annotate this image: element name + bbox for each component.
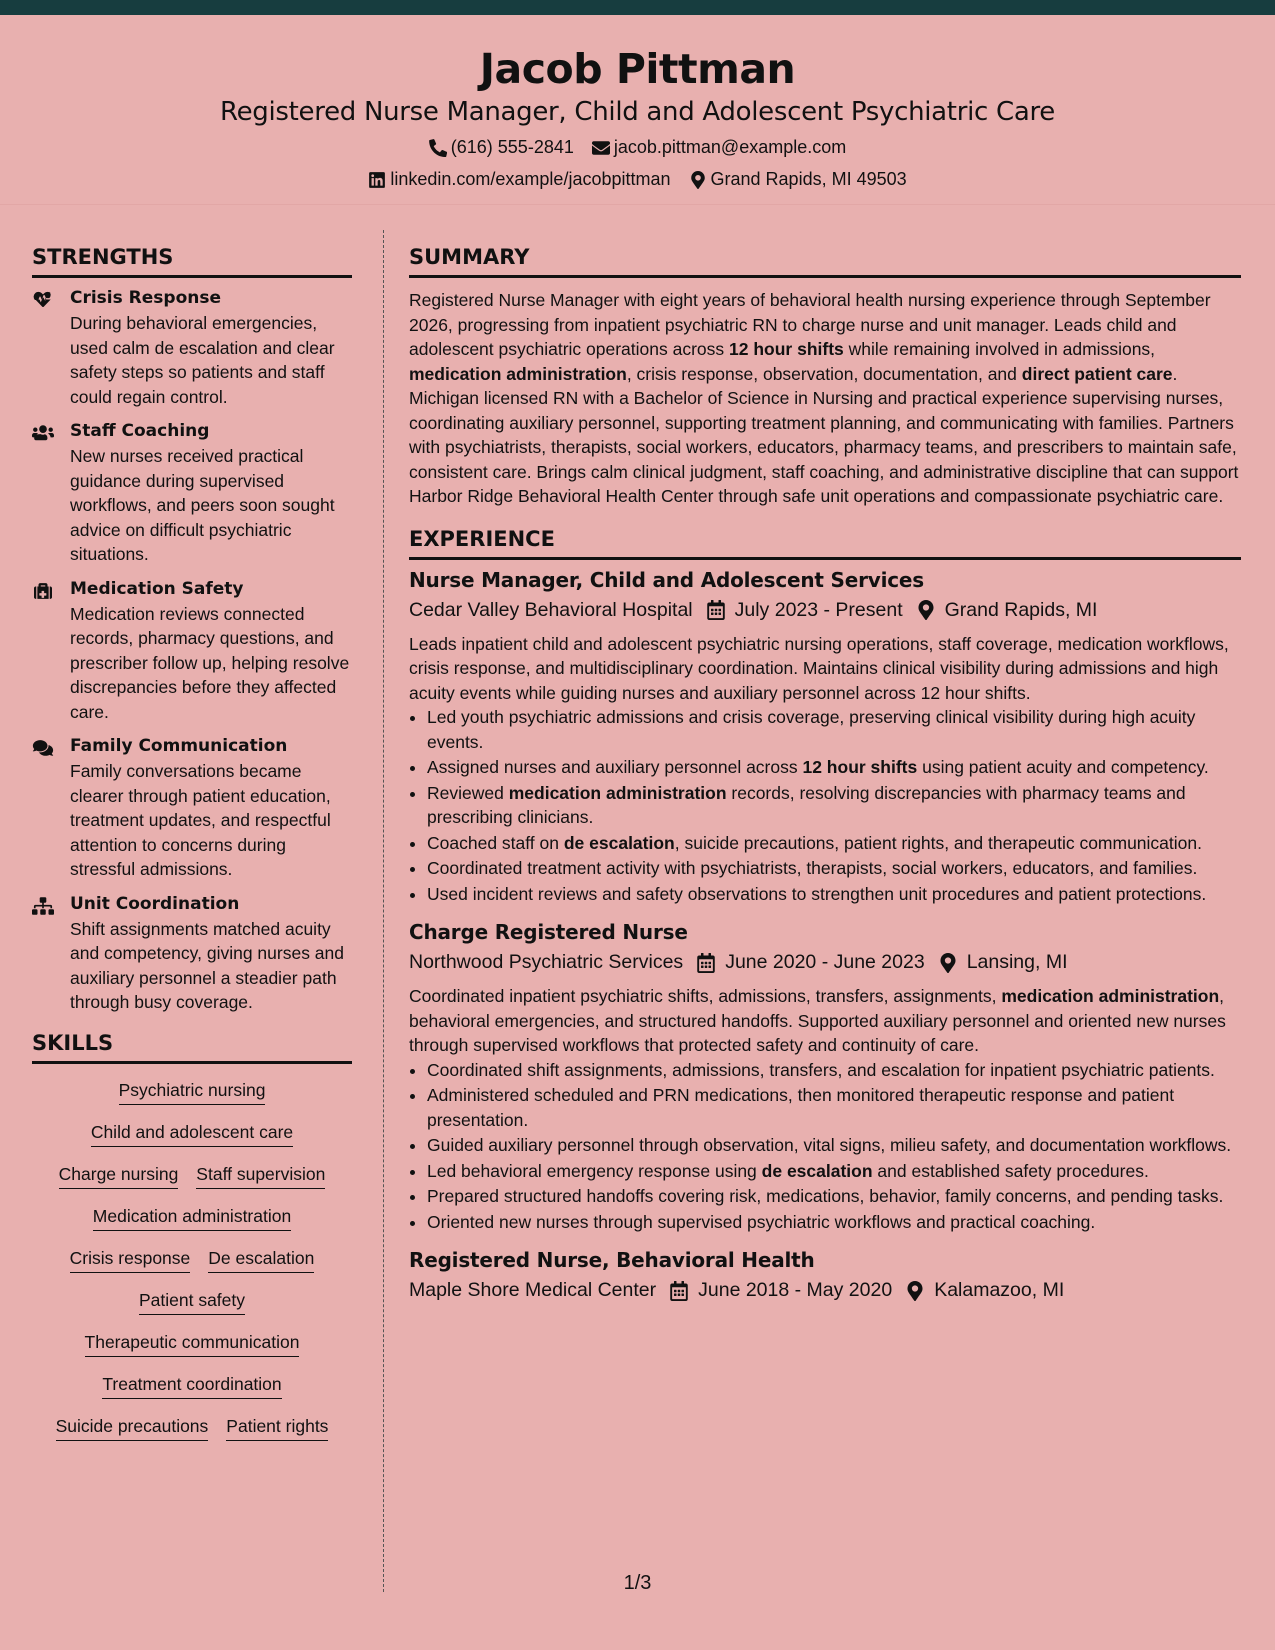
text-segment: Coached staff on <box>427 832 564 853</box>
bold-keyword: de escalation <box>761 1160 873 1181</box>
company-name: Cedar Valley Behavioral Hospital <box>409 598 693 621</box>
map-marker-icon <box>689 171 707 189</box>
job-entry <box>409 568 1241 907</box>
bullet-item <box>427 705 1241 754</box>
map-marker-icon <box>917 600 935 620</box>
page-number: 1/3 <box>623 1572 652 1594</box>
strength-description: Family conversations became clearer through patient education, treatment updates, and respectful attention to concerns during stressful admissions. <box>70 761 331 879</box>
calendar-icon <box>697 953 715 973</box>
candidate-headline: Registered Nurse Manager, Child and Adolescent Psychiatric Care <box>220 97 1055 127</box>
strength-item <box>32 894 352 1015</box>
skill-tag: Therapeutic communication <box>85 1332 300 1357</box>
skill-tag: Psychiatric nursing <box>119 1080 266 1105</box>
left-column <box>32 245 352 1458</box>
company-name: Northwood Psychiatric Services <box>409 951 684 973</box>
strengths-list <box>32 288 352 1015</box>
job-entry <box>409 1248 1241 1302</box>
medkit-icon <box>32 579 70 725</box>
text-segment: Leads inpatient child and adolescent psychiatric nursing operations, staff coverage, medication workflows, crisis response, and multidisciplinary coordination. Maintains clinical visibility during admissions and high acuity events while guiding nurses and auxiliary personnel across 12 hour shifts. <box>409 633 1229 703</box>
skill-tag: Patient rights <box>226 1416 328 1441</box>
text-segment: Coordinated treatment activity with psychiatrists, therapists, social workers, educators, and families. <box>427 858 1198 878</box>
job-description <box>409 632 1241 706</box>
skills-title: SKILLS <box>32 1031 352 1064</box>
linkedin-text: linkedin.com/example/jacobpittman <box>390 169 671 189</box>
skill-row <box>32 1164 352 1189</box>
skill-tag: Patient safety <box>139 1290 245 1315</box>
bold-keyword: direct patient care <box>1021 363 1173 384</box>
skill-row <box>32 1206 352 1231</box>
text-segment: Prepared structured handoffs covering risk, medications, behavior, family concerns, and pending tasks. <box>427 1186 1224 1206</box>
strength-title: Family Communication <box>70 736 288 756</box>
strength-title: Medication Safety <box>70 578 244 599</box>
strength-description: Shift assignments matched acuity and competency, giving nurses and auxiliary personnel a steadier path through busy coverage. <box>70 918 345 1012</box>
strength-body <box>70 421 352 567</box>
job-meta <box>409 599 1241 622</box>
candidate-name: Jacob Pittman <box>479 45 796 93</box>
bullet-item <box>427 1159 1241 1184</box>
text-segment: while remaining involved in admissions, <box>843 339 1156 359</box>
phone-text: (616) 555-2841 <box>450 137 574 157</box>
strength-item <box>32 736 352 882</box>
bullet-item <box>427 1133 1241 1158</box>
text-segment: , behavioral emergencies, and structured handoffs. Supported auxiliary personnel and oriented new nurses through supervised workflows that protected safety and continuity of care. <box>409 986 1226 1055</box>
job-dates: June 2020 - June 2023 <box>725 951 925 973</box>
users-icon <box>32 421 70 567</box>
skill-row <box>32 1374 352 1399</box>
company-name: Maple Shore Medical Center <box>409 1279 657 1301</box>
job-entry <box>409 920 1241 1234</box>
location-contact <box>689 169 907 190</box>
bullet-item <box>427 1058 1241 1083</box>
text-segment: Coordinated shift assignments, admissions, transfers, and escalation for inpatient psychiatric patients. <box>427 1059 1215 1080</box>
bullet-item <box>427 1083 1241 1132</box>
job-bullets <box>409 705 1241 906</box>
bullet-item <box>427 781 1241 830</box>
bold-keyword: de escalation <box>563 832 675 853</box>
envelope-icon <box>592 139 610 157</box>
text-segment: using patient acuity and competency. <box>917 757 1209 777</box>
strength-description: New nurses received practical guidance during supervised workflows, and peers soon sought advice on difficult psychiatric situations. <box>70 446 335 564</box>
job-description <box>409 984 1241 1058</box>
bullet-item <box>427 831 1241 856</box>
job-location: Lansing, MI <box>966 951 1068 973</box>
right-column <box>409 245 1241 1302</box>
experience-title: EXPERIENCE <box>409 527 1241 560</box>
strength-title: Unit Coordination <box>70 893 240 914</box>
calendar-icon <box>670 1281 688 1301</box>
summary-text <box>409 288 1241 509</box>
phone-contact <box>429 137 574 158</box>
bold-keyword: medication administration <box>1001 986 1220 1006</box>
bullet-item <box>427 882 1241 907</box>
job-location: Kalamazoo, MI <box>934 1279 1065 1301</box>
location-text: Grand Rapids, MI 49503 <box>710 169 907 189</box>
text-segment: . Michigan licensed RN with a Bachelor of Science in Nursing and practical experience supervising nurses, coordinating auxiliary personnel, supporting treatment planning, and communicating with families. Partners with psychiatrists, therapists, social workers, educators, pharmacy teams, and prescribers to maintain safe, consistent care. Brings calm clinical judgment, staff coaching, and administrative discipline that can support Harbor Ridge Behavioral Health Center through safe unit operations and compassionate psychiatric care. <box>409 363 1239 506</box>
strength-title: Crisis Response <box>70 288 222 308</box>
job-meta <box>409 1279 1241 1302</box>
bullet-item <box>427 755 1241 780</box>
text-segment: , suicide precautions, patient rights, and therapeutic communication. <box>674 832 1202 853</box>
bold-keyword: medication administration <box>508 782 727 803</box>
column-divider <box>383 230 384 1592</box>
job-dates: June 2018 - May 2020 <box>698 1279 893 1301</box>
text-segment: Led youth psychiatric admissions and crisis coverage, preserving clinical visibility during high acuity events. <box>427 707 1196 752</box>
strength-title: Staff Coaching <box>70 421 210 441</box>
text-segment: Used incident reviews and safety observations to strengthen unit procedures and patient protections. <box>427 883 1207 904</box>
comments-icon <box>32 736 70 882</box>
skill-tag: Treatment coordination <box>102 1374 281 1399</box>
sitemap-icon <box>32 894 70 1015</box>
contact-row-2 <box>0 169 1275 190</box>
strength-description: Medication reviews connected records, pharmacy questions, and prescriber follow up, helping resolve discrepancies before they affected care. <box>70 603 350 722</box>
skill-tag: De escalation <box>208 1248 314 1273</box>
skill-tag: Medication administration <box>93 1206 291 1231</box>
skill-row <box>32 1416 352 1441</box>
text-segment: and established safety procedures. <box>872 1160 1149 1181</box>
strength-body <box>70 894 352 1015</box>
text-segment: Oriented new nurses through supervised psychiatric workflows and practical coaching. <box>427 1211 1096 1232</box>
skill-row <box>32 1080 352 1105</box>
bullet-item <box>427 1184 1241 1209</box>
text-segment: , crisis response, observation, documentation, and <box>626 363 1022 384</box>
experience-list <box>409 568 1241 1303</box>
text-segment: Coordinated inpatient psychiatric shifts, admissions, transfers, assignments, <box>409 986 1002 1006</box>
job-title: Charge Registered Nurse <box>409 920 688 944</box>
contact-row-1 <box>0 137 1275 158</box>
skill-row <box>32 1290 352 1315</box>
strengths-title: STRENGTHS <box>32 245 352 278</box>
skill-tag: Staff supervision <box>196 1164 325 1189</box>
text-segment: Administered scheduled and PRN medications, then monitored therapeutic response and patient presentation. <box>427 1085 1175 1130</box>
job-meta <box>409 951 1241 974</box>
job-location: Grand Rapids, MI <box>944 598 1098 621</box>
text-segment: Reviewed <box>427 782 509 803</box>
heartbeat-icon <box>32 288 70 409</box>
calendar-icon <box>707 600 725 620</box>
job-bullets <box>409 1058 1241 1235</box>
skill-row <box>32 1122 352 1147</box>
strength-description: During behavioral emergencies, used calm de escalation and clear safety steps so patients and staff could regain control. <box>70 313 335 407</box>
text-segment: Led behavioral emergency response using <box>427 1160 762 1181</box>
text-segment: Assigned nurses and auxiliary personnel across <box>427 757 803 777</box>
map-marker-icon <box>939 953 957 973</box>
resume-header <box>0 15 1275 205</box>
email-contact[interactable] <box>592 137 846 158</box>
bold-keyword: 12 hour shifts <box>729 339 844 359</box>
top-bar <box>0 0 1275 15</box>
text-segment: records, resolving discrepancies with pharmacy teams and prescribing clinicians. <box>427 782 1186 827</box>
map-marker-icon <box>906 1281 924 1301</box>
strength-body <box>70 736 352 882</box>
strength-item <box>32 579 352 725</box>
skill-tag: Charge nursing <box>59 1164 179 1189</box>
bullet-item <box>427 1210 1241 1235</box>
strength-item <box>32 421 352 567</box>
skill-row <box>32 1332 352 1357</box>
strength-body <box>70 288 352 409</box>
bold-keyword: medication administration <box>409 363 627 384</box>
skill-tag: Crisis response <box>70 1248 191 1273</box>
job-title: Nurse Manager, Child and Adolescent Services <box>409 567 924 592</box>
phone-icon <box>429 139 447 157</box>
skills-section <box>32 1031 352 1441</box>
linkedin-contact[interactable] <box>368 169 670 190</box>
bullet-item <box>427 856 1241 881</box>
skill-tag: Suicide precautions <box>56 1416 209 1441</box>
linkedin-icon <box>368 171 386 189</box>
strength-body <box>70 579 352 725</box>
skills-list <box>32 1080 352 1441</box>
skill-row <box>32 1248 352 1273</box>
strength-item <box>32 288 352 409</box>
bold-keyword: 12 hour shifts <box>802 757 918 777</box>
text-segment: Guided auxiliary personnel through observation, vital signs, milieu safety, and documentation workflows. <box>427 1135 1232 1155</box>
summary-title: SUMMARY <box>409 245 1241 278</box>
text-segment: Registered Nurse Manager with eight years of behavioral health nursing experience through September 2026, progressing from inpatient psychiatric RN to charge nurse and unit manager. Leads child and adolescent psychiatric operations across <box>409 290 1211 359</box>
job-dates: July 2023 - Present <box>734 598 903 621</box>
job-title: Registered Nurse, Behavioral Health <box>409 1248 815 1272</box>
skill-tag: Child and adolescent care <box>91 1122 293 1147</box>
email-text: jacob.pittman@example.com <box>613 137 847 157</box>
